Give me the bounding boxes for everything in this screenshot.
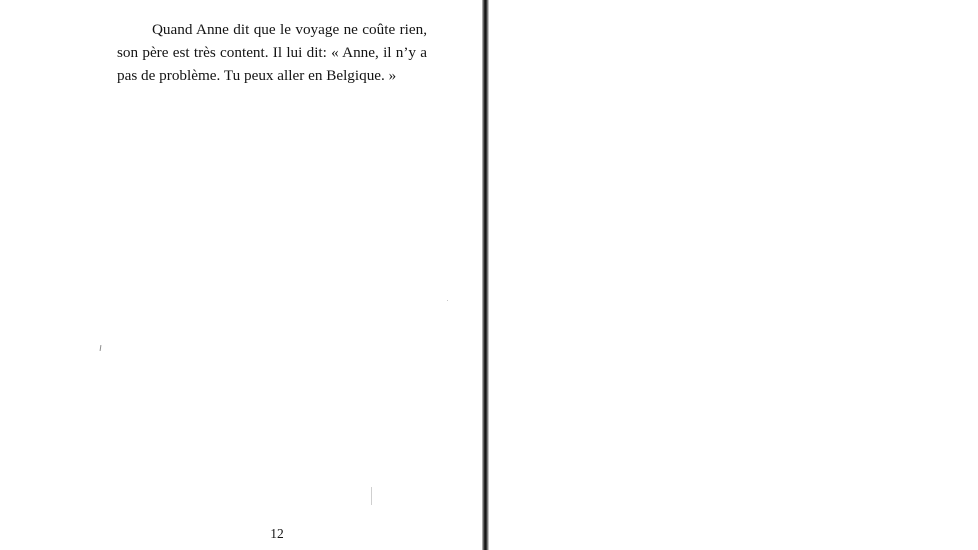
paragraph: Quand Anne dit que le voyage ne coûte rien, son père est très content. Il lui dit: « Anne, il n’y a pas de problème. Tu peux aller en Belgique. » [117, 21, 427, 85]
page-number-left: 12 [270, 526, 284, 541]
page-right [489, 0, 978, 550]
page-left-text [117, 18, 427, 87]
book-gutter [482, 0, 489, 550]
paper-speck [447, 300, 448, 301]
paper-speck [371, 487, 372, 505]
paper-speck [100, 345, 102, 351]
